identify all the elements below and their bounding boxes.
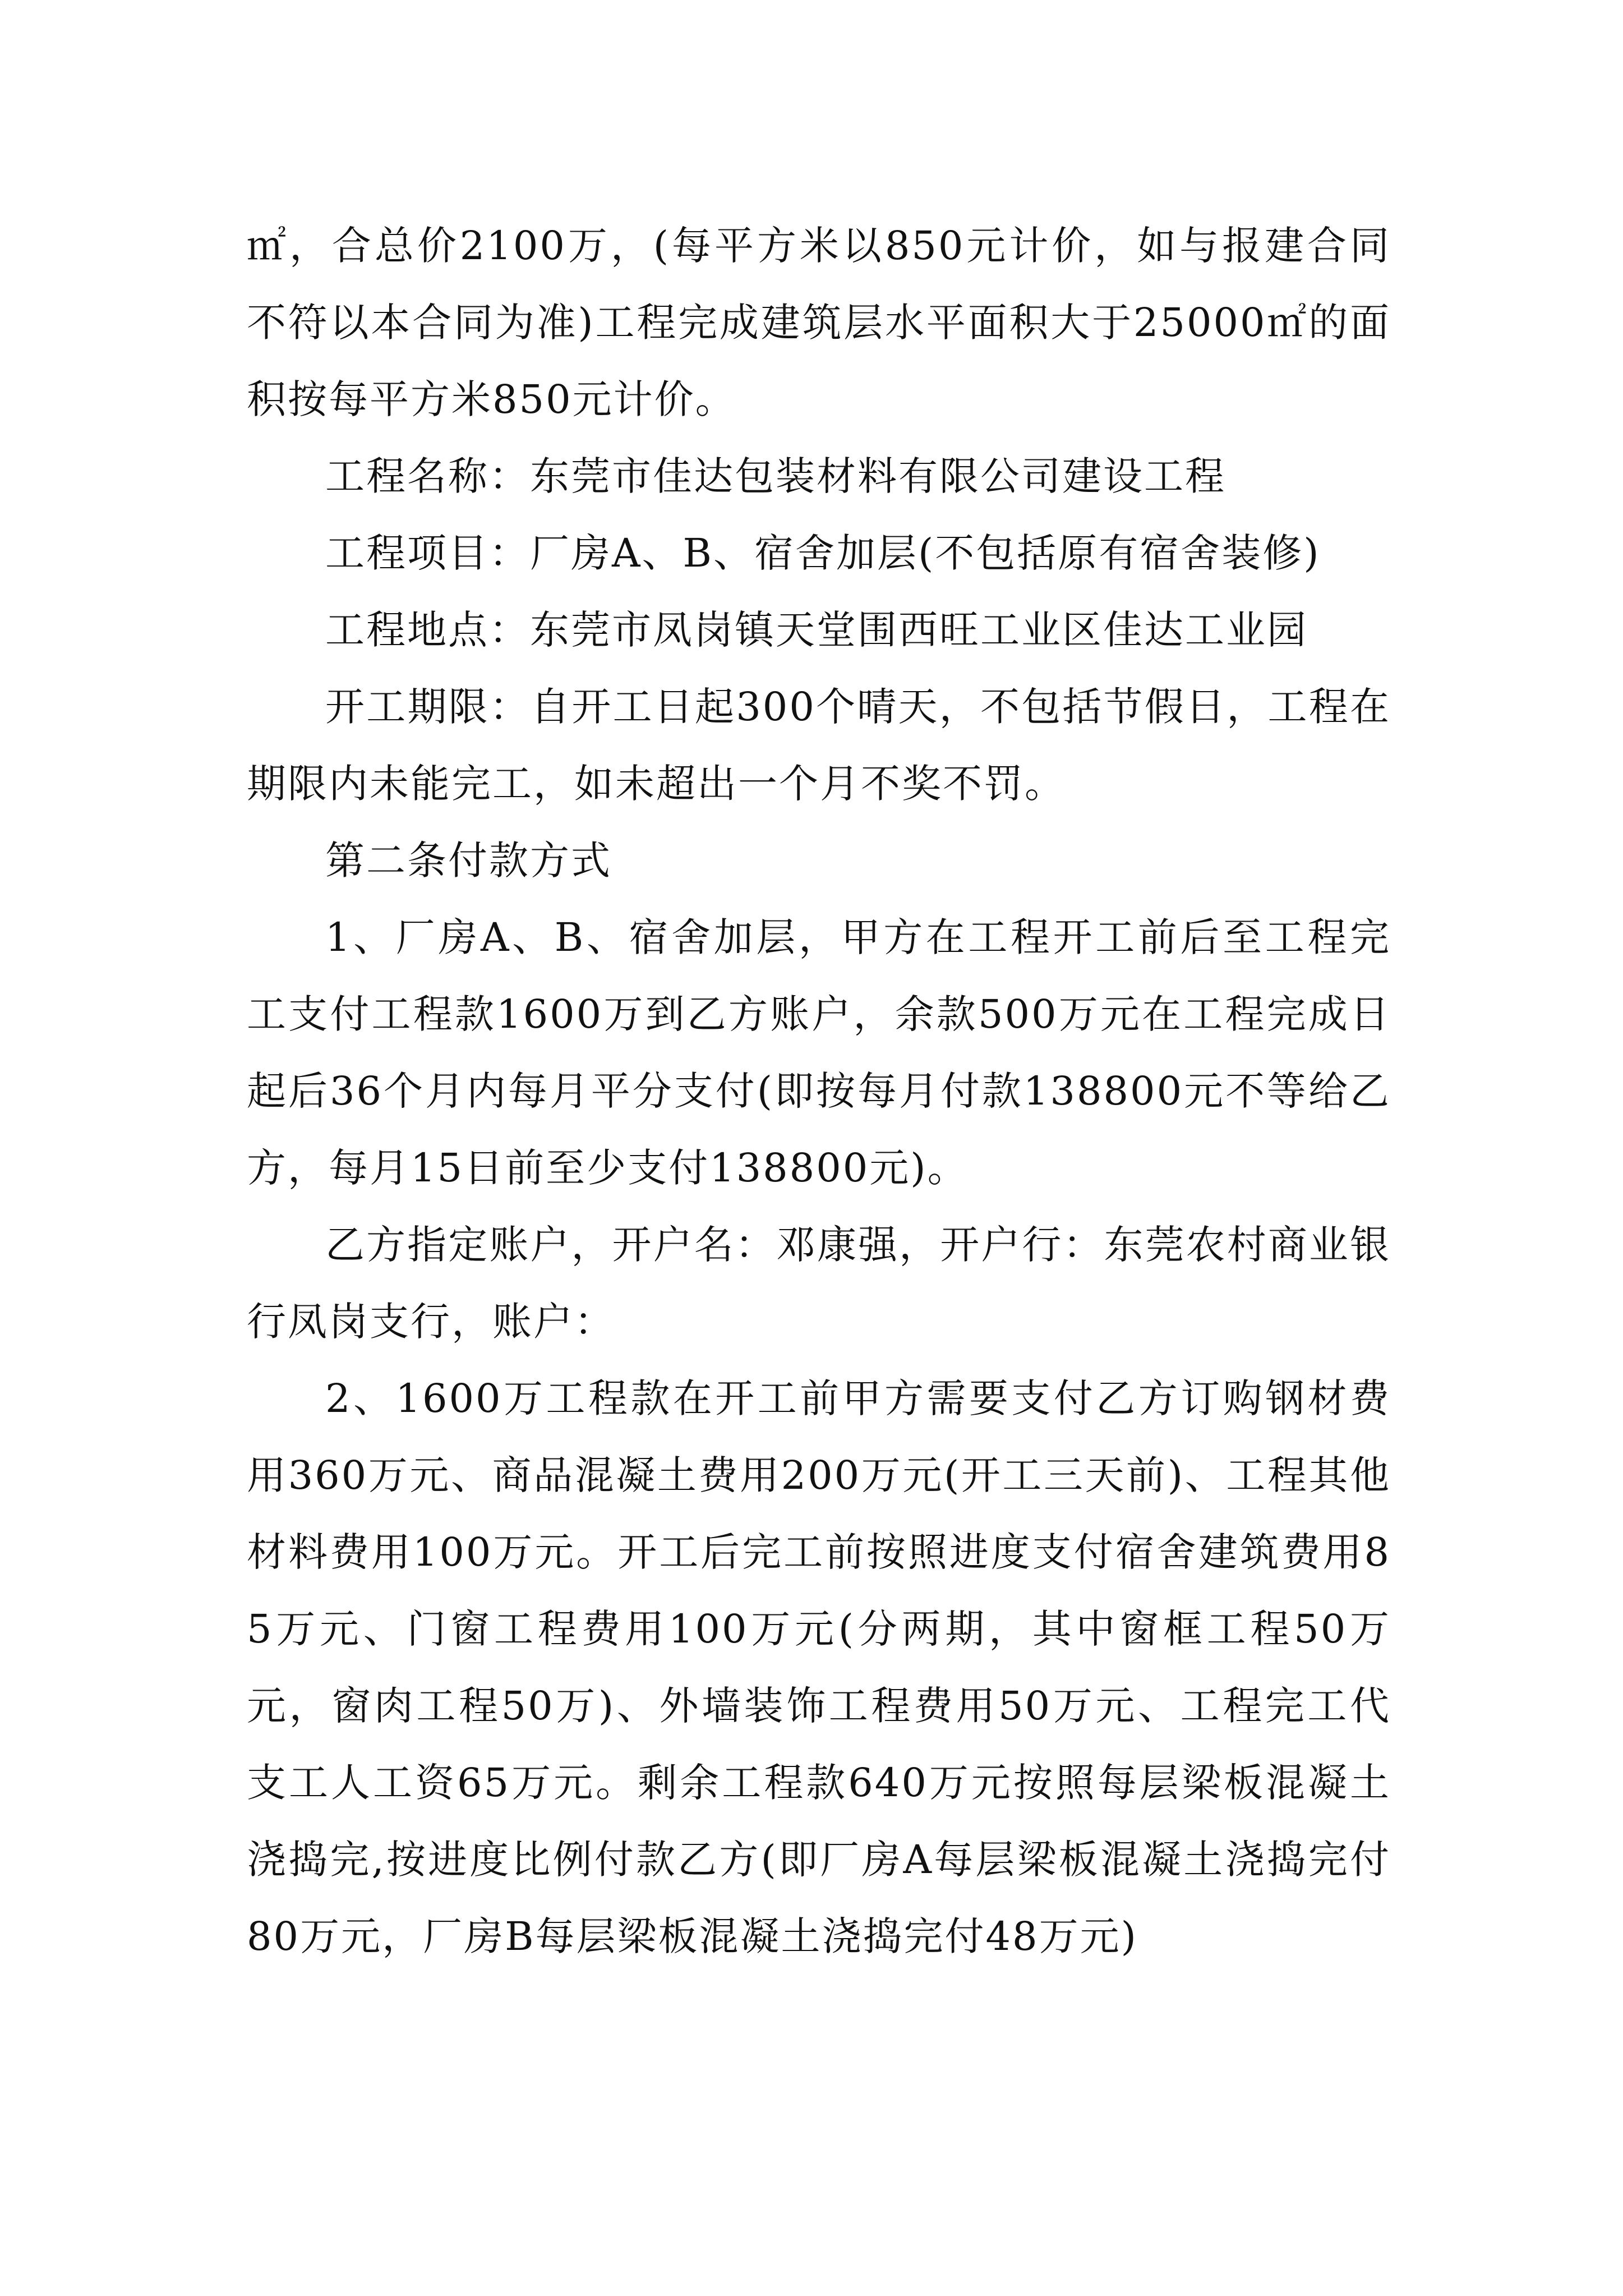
paragraph-project-location: 工程地点：东莞市凤岗镇天堂围西旺工业区佳达工业园	[325, 607, 1308, 653]
paragraph-payment-item-1: 1、厂房A、B、宿舍加层，甲方在工程开工前后至工程完工支付工程款1600万到乙方账户，余款500万元在工程完成日起后36个月内每月平分支付(即按每月付款138800元不等给乙方，每月15日前至少支付138800元)。	[247, 914, 1391, 1191]
contract-body	[247, 208, 1391, 1975]
paragraph-project-items: 工程项目：厂房A、B、宿舍加层(不包括原有宿舍装修)	[325, 530, 1321, 576]
section-heading-payment: 第二条付款方式	[325, 838, 612, 884]
paragraph-construction-period: 开工期限：自开工日起300个晴天，不包括节假日，工程在期限内未能完工，如未超出一个月不奖不罚。	[247, 684, 1391, 807]
paragraph-designated-account: 乙方指定账户，开户名：邓康强，开户行：东莞农村商业银行凤岗支行，账户：	[247, 1222, 1391, 1345]
paragraph-project-name: 工程名称：东莞市佳达包装材料有限公司建设工程	[325, 453, 1226, 499]
paragraph-total-price: ㎡，合总价2100万，(每平方米以850元计价，如与报建合同不符以本合同为准)工程完成建筑层水平面积大于25000㎡的面积按每平方米850元计价。	[247, 223, 1391, 422]
paragraph-payment-item-2: 2、1600万工程款在开工前甲方需要支付乙方订购钢材费用360万元、商品混凝土费用200万元(开工三天前)、工程其他材料费用100万元。开工后完工前按照进度支付宿舍建筑费用85万元、门窗工程费用100万元(分两期，其中窗框工程50万元，窗肉工程50万)、外墙装饰工程费用50万元、工程完工代支工人工资65万元。剩余工程款640万元按照每层梁板混凝土浇捣完,按进度比例付款乙方(即厂房A每层梁板混凝土浇捣完付80万元，厂房B每层梁板混凝土浇捣完付48万元)	[247, 1375, 1391, 1959]
